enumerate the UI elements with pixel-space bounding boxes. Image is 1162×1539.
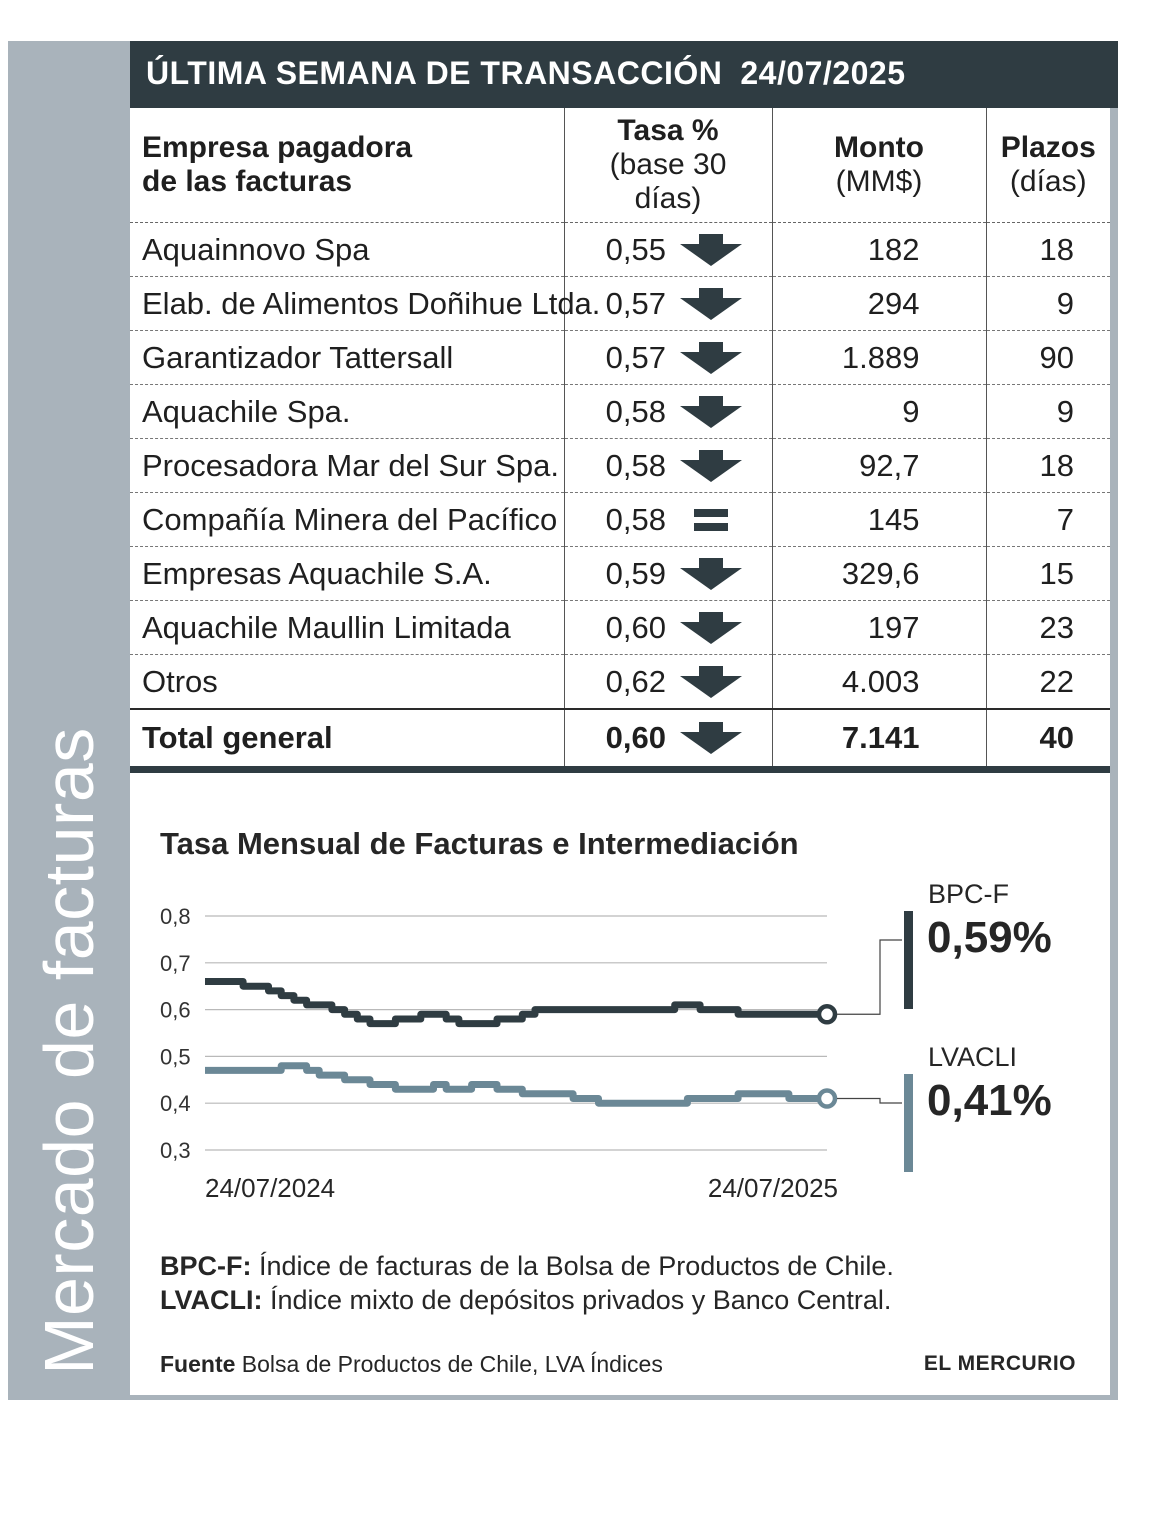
cell-term: 9 — [986, 277, 1110, 331]
cell-amount: 92,7 — [772, 439, 986, 493]
cell-rate — [564, 331, 772, 385]
series-line-bpc-f — [205, 982, 827, 1024]
cell-amount: 1.889 — [772, 331, 986, 385]
table-row — [130, 223, 1110, 277]
cell-company: Compañía Minera del Pacífico — [130, 493, 564, 547]
cell-rate — [564, 493, 772, 547]
cell-company: Aquainnovo Spa — [130, 223, 564, 277]
y-tick-label: 0,6 — [160, 997, 191, 1023]
down-arrow-icon — [680, 612, 742, 644]
header-title: ÚLTIMA SEMANA DE TRANSACCIÓN — [146, 55, 723, 91]
cell-amount: 7.141 — [772, 709, 986, 770]
chart-title: Tasa Mensual de Facturas e Intermediación — [160, 826, 799, 861]
cell-company: Total general — [130, 709, 564, 770]
table-row — [130, 493, 1110, 547]
cell-company: Empresas Aquachile S.A. — [130, 547, 564, 601]
down-arrow-icon — [680, 722, 742, 754]
rate-value: 0,62 — [605, 663, 666, 699]
rate-value: 0,59 — [605, 555, 666, 591]
y-tick-label: 0,4 — [160, 1091, 191, 1117]
col-company-header — [130, 108, 564, 223]
table-row — [130, 601, 1110, 655]
col-rate-header-line1: Tasa % — [617, 114, 719, 147]
col-amount-header-line1: Monto — [834, 131, 924, 164]
series-end-marker — [819, 1091, 835, 1107]
cell-company: Otros — [130, 655, 564, 710]
series-end-marker — [819, 1006, 835, 1022]
rate-value: 0,57 — [605, 285, 666, 321]
notes — [160, 1249, 894, 1317]
col-rate-header — [564, 108, 772, 223]
header-bar — [130, 41, 1118, 108]
cell-rate — [564, 601, 772, 655]
down-arrow-icon — [680, 342, 742, 374]
cell-rate — [564, 385, 772, 439]
legend-bpcf-value: 0,59% — [927, 913, 1052, 962]
col-company-header-line1: Empresa pagadora — [142, 131, 413, 164]
legend-lvacli-name: LVACLI — [928, 1042, 1018, 1072]
rate-value: 0,57 — [605, 339, 666, 375]
cell-term: 18 — [986, 223, 1110, 277]
col-term-header-line2: (días) — [1009, 165, 1087, 198]
rate-value: 0,60 — [605, 720, 666, 755]
cell-term: 18 — [986, 439, 1110, 493]
y-tick-label: 0,3 — [160, 1138, 191, 1163]
down-arrow-icon — [680, 450, 742, 482]
legend-color-bar — [904, 1074, 913, 1172]
table-row — [130, 331, 1110, 385]
col-term-header-line1: Plazos — [1000, 131, 1096, 164]
cell-rate — [564, 223, 772, 277]
cell-company: Procesadora Mar del Sur Spa. — [130, 439, 564, 493]
series-line-lvacli — [205, 1066, 827, 1103]
cell-rate — [564, 277, 772, 331]
rate-value: 0,60 — [605, 609, 666, 645]
side-title-strip — [8, 41, 130, 1400]
col-company-header-line2: de las facturas — [142, 165, 353, 198]
down-arrow-icon — [680, 288, 742, 320]
col-amount-header-line2: (MM$) — [835, 165, 923, 198]
rate-value: 0,55 — [605, 231, 666, 267]
col-amount-header — [772, 108, 986, 223]
y-tick-label: 0,7 — [160, 950, 191, 976]
cell-company: Garantizador Tattersall — [130, 331, 564, 385]
note-bpcf: BPC-F: Índice de facturas de la Bolsa de Productos de Chile. — [160, 1251, 894, 1281]
cell-amount: 145 — [772, 493, 986, 547]
col-term-header — [986, 108, 1110, 223]
table-header-row — [130, 108, 1110, 223]
cell-term: 23 — [986, 601, 1110, 655]
col-rate-header-line2: (base 30 días) — [609, 148, 727, 215]
y-tick-label: 0,8 — [160, 904, 191, 929]
legend-color-bar — [904, 911, 913, 1009]
cell-rate — [564, 439, 772, 493]
note-lvacli: LVACLI: Índice mixto de depósitos privados y Banco Central. — [160, 1285, 892, 1315]
brand-label: EL MERCURIO — [923, 1352, 1076, 1375]
equal-icon — [680, 504, 742, 536]
cell-company: Aquachile Spa. — [130, 385, 564, 439]
table-row — [130, 385, 1110, 439]
cell-amount: 182 — [772, 223, 986, 277]
cell-amount: 4.003 — [772, 655, 986, 710]
x-tick-label: 24/07/2024 — [205, 1173, 336, 1203]
cell-amount: 9 — [772, 385, 986, 439]
down-arrow-icon — [680, 558, 742, 590]
cell-term: 90 — [986, 331, 1110, 385]
cell-rate — [564, 709, 772, 770]
down-arrow-icon — [680, 234, 742, 266]
cell-amount: 294 — [772, 277, 986, 331]
cell-company: Elab. de Alimentos Doñihue Ltda. — [130, 277, 564, 331]
y-tick-label: 0,5 — [160, 1044, 191, 1070]
main-panel — [130, 41, 1110, 1395]
cell-term: 7 — [986, 493, 1110, 547]
down-arrow-icon — [680, 666, 742, 698]
cell-rate — [564, 655, 772, 710]
cell-term: 9 — [986, 385, 1110, 439]
table-row — [130, 655, 1110, 710]
rate-value: 0,58 — [605, 501, 666, 537]
legend-connector — [837, 940, 902, 1014]
transactions-table — [130, 108, 1110, 773]
header-date: 24/07/2025 — [740, 55, 906, 91]
table-row — [130, 547, 1110, 601]
side-title: Mercado de facturas — [30, 727, 108, 1375]
table-row — [130, 439, 1110, 493]
legend-lvacli-value: 0,41% — [927, 1076, 1052, 1125]
down-arrow-icon — [680, 396, 742, 428]
total-row — [130, 709, 1110, 770]
cell-term: 15 — [986, 547, 1110, 601]
source-note: Fuente Bolsa de Productos de Chile, LVA Índices — [160, 1351, 663, 1377]
cell-term: 40 — [986, 709, 1110, 770]
table-row — [130, 277, 1110, 331]
cell-amount: 197 — [772, 601, 986, 655]
rate-value: 0,58 — [605, 393, 666, 429]
cell-rate — [564, 547, 772, 601]
legend-bpcf-name: BPC-F — [928, 879, 1009, 909]
rate-value: 0,58 — [605, 447, 666, 483]
cell-company: Aquachile Maullin Limitada — [130, 601, 564, 655]
cell-amount: 329,6 — [772, 547, 986, 601]
legend-connector — [837, 1099, 902, 1103]
x-tick-label: 24/07/2025 — [707, 1173, 838, 1203]
cell-term: 22 — [986, 655, 1110, 710]
